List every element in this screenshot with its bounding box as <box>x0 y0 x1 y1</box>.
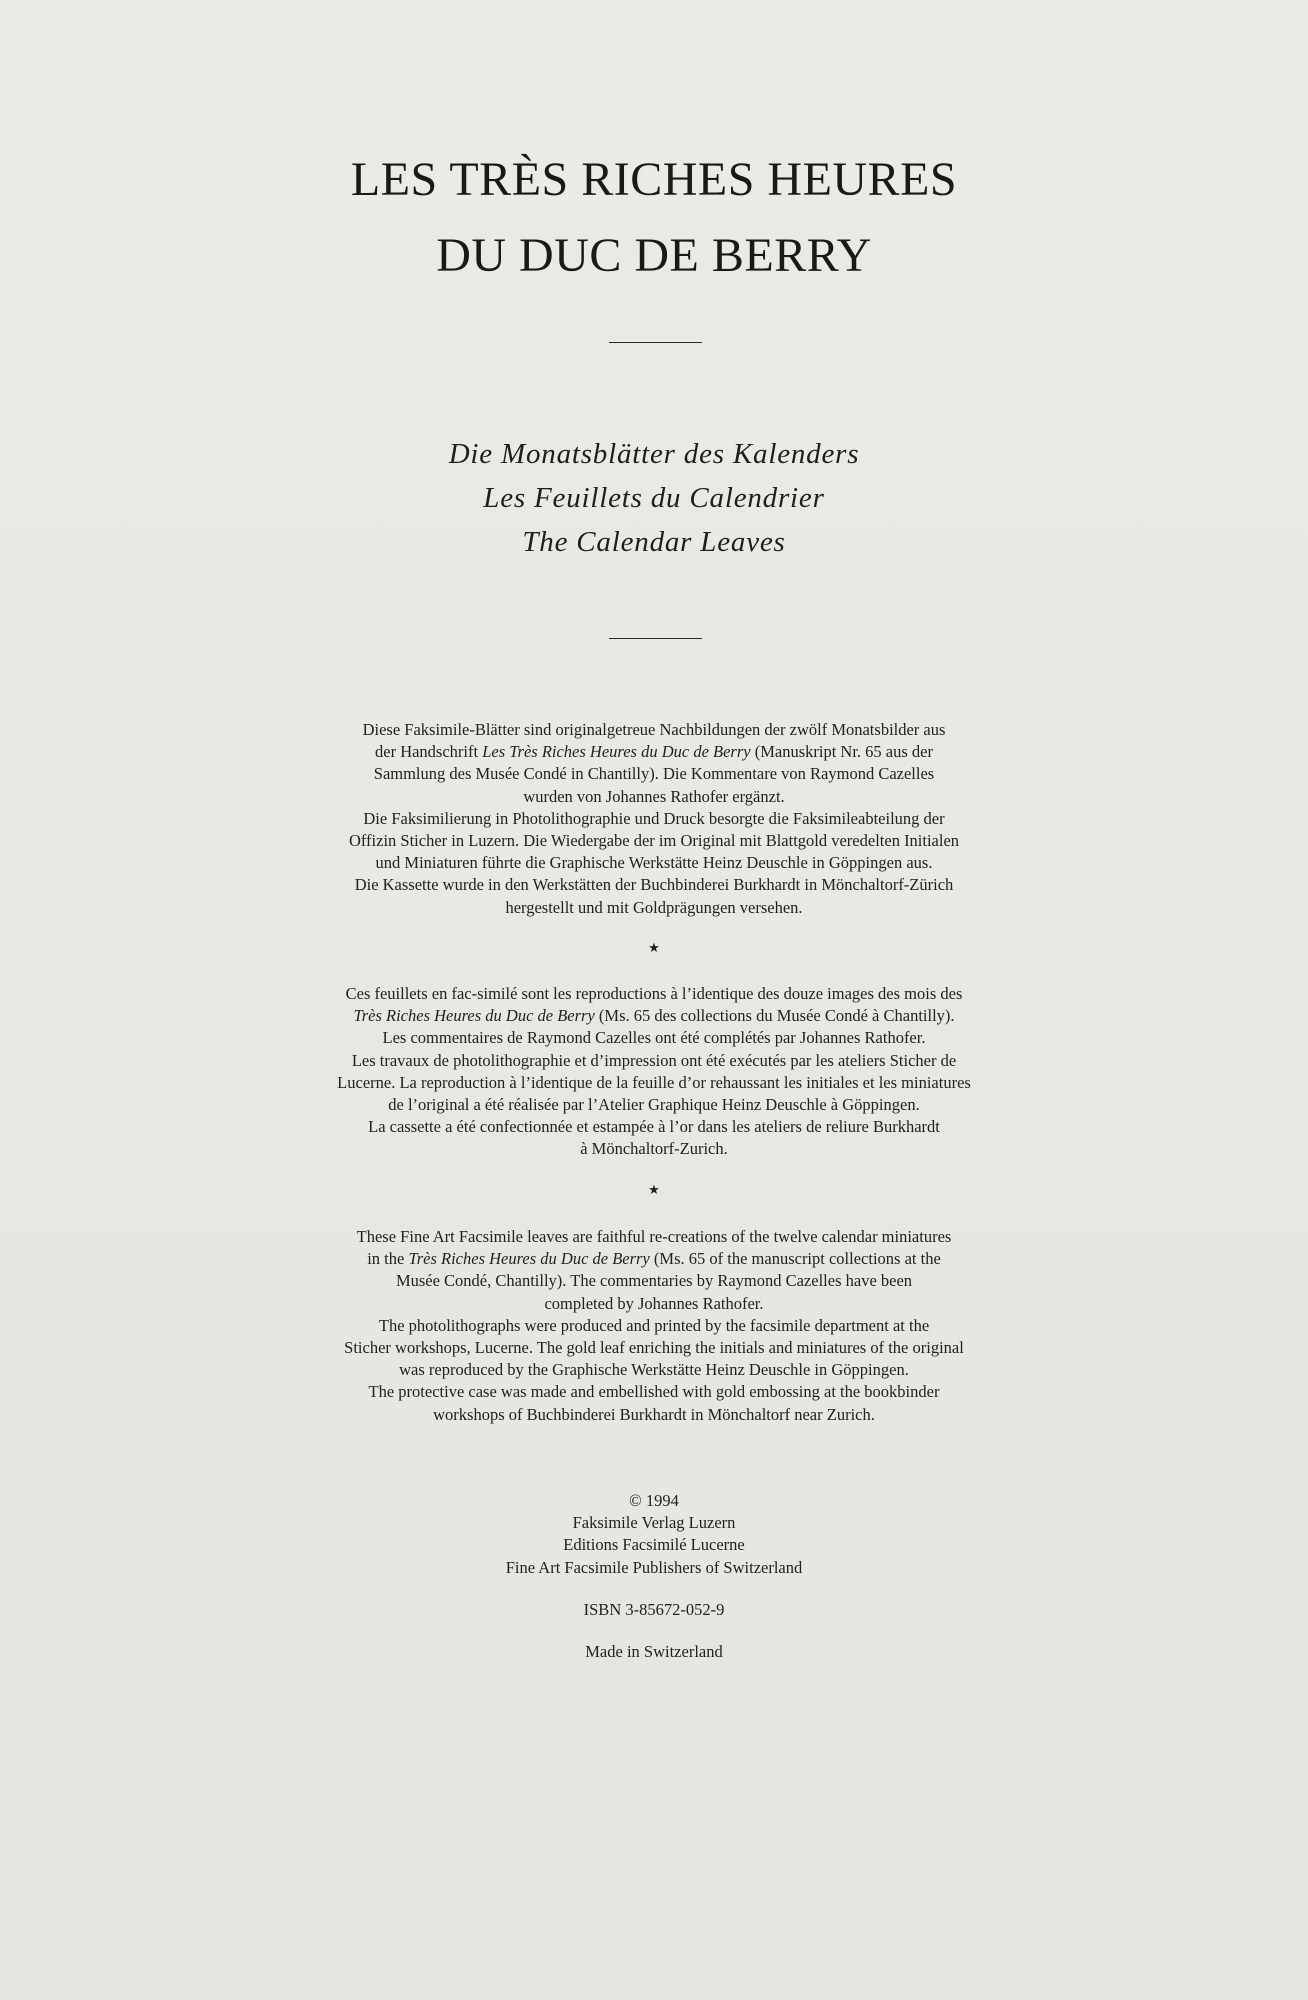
text-line <box>0 1005 1308 1027</box>
text-line: Lucerne. La reproduction à l’identique de la feuille d’or rehaussant les initiales et les miniatures <box>337 1072 971 1092</box>
text-line: Les travaux de photolithographie et d’impression ont été exécutés par les ateliers Sticher de <box>351 1050 957 1070</box>
star-separator-1: ★ <box>648 940 660 955</box>
publisher-name-en: Fine Art Facsimile Publishers of Switzerland <box>505 1557 803 1577</box>
text-line: completed by Johannes Rathofer. <box>544 1293 764 1313</box>
subtitle-block <box>0 432 1308 564</box>
text-line: Sticher workshops, Lucerne. The gold leaf enriching the initials and miniatures of the original <box>344 1338 964 1358</box>
subtitle-german: Die Monatsblätter des Kalenders <box>448 438 860 470</box>
text-run: in the <box>367 1249 409 1269</box>
text-run: (Manuskript Nr. 65 aus der <box>750 742 933 762</box>
isbn-number: ISBN 3-85672-052-9 <box>583 1599 725 1619</box>
publisher-name-fr: Editions Facsimilé Lucerne <box>563 1535 745 1555</box>
text-line: Offizin Sticher in Luzern. Die Wiedergabe der im Original mit Blattgold veredelten Initialen <box>348 831 960 851</box>
text-line <box>0 1248 1308 1270</box>
subtitle-french: Les Feuillets du Calendrier <box>483 482 825 514</box>
text-run: (Ms. 65 des collections du Musée Condé à Chantilly). <box>594 1006 955 1026</box>
title-line-2: DU DUC DE BERRY <box>436 229 872 282</box>
text-line: La cassette a été confectionnée et estampée à l’or dans les ateliers de reliure Burkhardt <box>368 1117 940 1137</box>
divider-rule-top <box>609 342 702 343</box>
text-line: These Fine Art Facsimile leaves are faithful re-creations of the twelve calendar miniatures <box>356 1227 952 1246</box>
text-run: (Ms. 65 of the manuscript collections at the <box>649 1249 941 1269</box>
text-line: Sammlung des Musée Condé in Chantilly). Die Kommentare von Raymond Cazelles <box>373 764 935 784</box>
text-line: hergestellt und mit Goldprägungen versehen. <box>505 897 803 917</box>
text-line: à Mönchaltorf-Zurich. <box>580 1139 728 1159</box>
text-line: Musée Condé, Chantilly). The commentaries by Raymond Cazelles have been <box>395 1271 913 1291</box>
paragraph-french <box>0 983 1308 1161</box>
text-line: The photolithographs were produced and printed by the facsimile department at the <box>378 1315 930 1335</box>
text-line: The protective case was made and embellished with gold embossing at the bookbinder <box>368 1382 940 1402</box>
text-line: und Miniaturen führte die Graphische Werkstätte Heinz Deuschle in Göppingen aus. <box>375 853 933 873</box>
title-line-1: LES TRÈS RICHES HEURES <box>350 153 958 206</box>
manuscript-title: Très Riches Heures du Duc de Berry <box>408 1249 650 1269</box>
publisher-colophon <box>0 1490 1308 1663</box>
text-line: workshops of Buchbinderei Burkhardt in Mönchaltorf near Zurich. <box>433 1404 875 1424</box>
text-line: Die Faksimilierung in Photolithographie und Druck besorgte die Faksimileabteilung der <box>363 808 945 828</box>
page-title <box>0 142 1308 294</box>
manuscript-title: Très Riches Heures du Duc de Berry <box>353 1006 595 1026</box>
country-of-manufacture: Made in Switzerland <box>585 1642 723 1662</box>
text-run: der Handschrift <box>375 742 483 762</box>
paragraph-german <box>0 719 1308 919</box>
star-separator-2: ★ <box>648 1182 660 1197</box>
text-line: Les commentaires de Raymond Cazelles ont été complétés par Johannes Rathofer. <box>382 1028 926 1048</box>
subtitle-english: The Calendar Leaves <box>522 526 786 558</box>
text-line <box>0 741 1308 763</box>
copyright-notice: © 1994 <box>629 1491 679 1510</box>
text-line: Die Kassette wurde in den Werkstätten der Buchbinderei Burkhardt in Mönchaltorf-Zürich <box>354 875 954 895</box>
text-line: de l’original a été réalisée par l’Atelier Graphique Heinz Deuschle à Göppingen. <box>388 1095 920 1115</box>
text-line: was reproduced by the Graphische Werkstätte Heinz Deuschle in Göppingen. <box>399 1360 909 1380</box>
text-line: wurden von Johannes Rathofer ergänzt. <box>523 786 785 806</box>
paragraph-english <box>0 1226 1308 1426</box>
publisher-name-de: Faksimile Verlag Luzern <box>572 1513 736 1533</box>
divider-rule-bottom <box>609 638 702 639</box>
manuscript-title: Les Très Riches Heures du Duc de Berry <box>482 742 751 762</box>
text-line: Diese Faksimile-Blätter sind originalgetreue Nachbildungen der zwölf Monatsbilder aus <box>362 720 946 739</box>
text-line: Ces feuillets en fac-similé sont les reproductions à l’identique des douze images des mois des <box>345 984 963 1003</box>
